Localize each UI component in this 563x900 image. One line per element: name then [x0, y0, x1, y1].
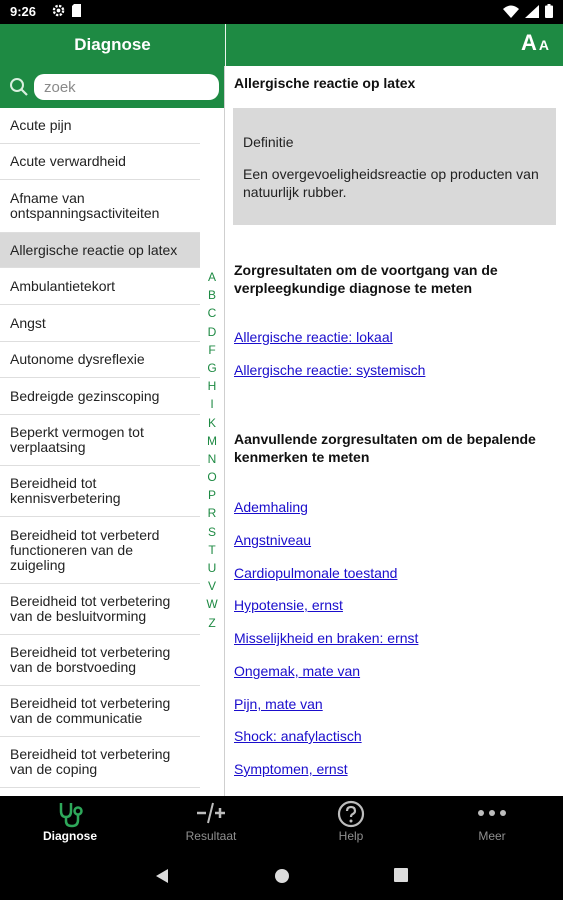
diagnosis-list-pane: [0, 66, 225, 796]
more-dots-icon: [476, 800, 508, 826]
nav-diagnose[interactable]: [0, 796, 140, 852]
list-item[interactable]: [0, 415, 200, 466]
alphabet-letter[interactable]: K: [207, 415, 216, 430]
status-time: 9:26: [10, 4, 37, 19]
alphabet-letter[interactable]: Z: [208, 615, 216, 630]
status-bar: [0, 0, 563, 24]
alphabet-index: [202, 268, 222, 632]
list-item-label: Bereidheid tot kennisverbetering: [10, 475, 121, 506]
alphabet-letter[interactable]: A: [207, 270, 216, 284]
app-header: [0, 24, 563, 66]
alphabet-letter[interactable]: C: [207, 306, 217, 321]
alphabet-letter[interactable]: F: [208, 342, 216, 357]
system-navigation: [0, 852, 563, 900]
list-item[interactable]: [0, 144, 200, 180]
alphabet-letter[interactable]: R: [207, 506, 217, 521]
outcome-link[interactable]: Allergische reactie: systemisch: [234, 362, 426, 378]
section-heading-additional-outcomes: Aanvullende zorgresultaten om de bepalende kenmerken te meten: [234, 431, 536, 465]
list-item[interactable]: [0, 517, 200, 584]
list-item-label: Angst: [10, 314, 46, 331]
nav-meer[interactable]: [422, 796, 562, 852]
search-bar: [0, 66, 224, 108]
nav-label: Diagnose: [42, 829, 97, 843]
question-circle-icon: [337, 800, 365, 828]
font-size-small-label: A: [538, 37, 549, 53]
alphabet-letter[interactable]: I: [210, 397, 214, 412]
list-item-label: Bereidheid tot verbetering van de besluitvorming: [10, 593, 171, 624]
list-item-label: Allergische reactie op latex: [10, 241, 178, 258]
alphabet-letter[interactable]: T: [208, 542, 216, 557]
minus-plus-icon: [194, 800, 228, 826]
list-item[interactable]: [0, 584, 200, 635]
sd-card-icon: [71, 4, 82, 17]
list-item-label: Afname van ontspanningsactiviteiten: [10, 190, 160, 221]
outcome-link[interactable]: Misselijkheid en braken: ernst: [234, 630, 419, 646]
list-item-label: Autonome dysreflexie: [10, 351, 145, 367]
bottom-navigation: [0, 796, 563, 852]
alphabet-letter[interactable]: W: [206, 597, 218, 612]
alphabet-letter[interactable]: B: [207, 288, 216, 303]
list-item[interactable]: [0, 686, 200, 737]
list-item-label: Beperkt vermogen tot verplaatsing: [10, 424, 144, 455]
outcome-link[interactable]: Shock: anafylactisch: [234, 728, 362, 744]
search-icon[interactable]: [9, 77, 29, 97]
signal-icon: [525, 5, 539, 18]
outcome-link[interactable]: Cardiopulmonale toestand: [234, 565, 398, 581]
definition-label: Definitie: [243, 134, 294, 150]
list-item-label: Bereidheid tot verbetering van de coping: [10, 746, 171, 777]
home-icon[interactable]: [274, 868, 290, 884]
outcome-link[interactable]: Angstniveau: [234, 532, 312, 548]
alphabet-letter[interactable]: H: [207, 379, 217, 394]
section-heading-outcomes: Zorgresultaten om de voortgang van de verpleegkundige diagnose te meten: [234, 262, 498, 296]
outcome-link[interactable]: Ongemak, mate van: [234, 663, 361, 679]
alphabet-letter[interactable]: P: [207, 488, 216, 503]
nav-label: Help: [338, 829, 364, 843]
list-item-selected[interactable]: [0, 233, 200, 268]
detail-title: Allergische reactie op latex: [234, 75, 416, 91]
outcome-link[interactable]: Pijn, mate van: [234, 696, 323, 712]
font-size-button[interactable]: [521, 30, 549, 56]
font-size-big-label: A: [520, 30, 537, 55]
list-item-label: Bedreigde gezinscoping: [10, 387, 160, 404]
search-input[interactable]: [34, 74, 219, 100]
page-title: Diagnose: [74, 35, 151, 54]
alphabet-letter[interactable]: U: [207, 561, 217, 575]
list-item-label: Bereidheid tot verbetering van de borstvoeding: [10, 644, 171, 675]
stethoscope-icon: [55, 800, 85, 828]
header-divider: [225, 24, 226, 66]
back-icon[interactable]: [155, 868, 169, 884]
alphabet-letter[interactable]: G: [207, 360, 217, 375]
diagnosis-detail-pane: [226, 66, 563, 796]
alphabet-letter[interactable]: D: [207, 324, 217, 339]
nav-help[interactable]: [281, 796, 421, 852]
alphabet-letter[interactable]: S: [207, 524, 216, 539]
nav-label: Meer: [478, 829, 506, 843]
list-item[interactable]: [0, 305, 200, 342]
alphabet-letter[interactable]: N: [207, 451, 217, 466]
list-item-label: Acute pijn: [10, 117, 72, 133]
outcome-link[interactable]: Symptomen, ernst: [234, 761, 348, 777]
list-item[interactable]: [0, 635, 200, 686]
recents-icon[interactable]: [394, 868, 408, 882]
wifi-icon: [503, 5, 519, 18]
alphabet-letter[interactable]: M: [207, 433, 217, 448]
outcome-link[interactable]: Hypotensie, ernst: [234, 597, 343, 613]
list-item[interactable]: [0, 268, 200, 305]
list-item-label: Bereidheid tot verbeterd functioneren van de zuigeling: [10, 526, 160, 573]
list-item[interactable]: [0, 108, 200, 144]
list-item-label: Bereidheid tot verbetering van de communicatie: [10, 695, 171, 726]
definition-text: Een overgevoeligheidsreactie op producten van natuurlijk rubber.: [243, 166, 539, 200]
list-item[interactable]: [0, 378, 200, 415]
nav-label: Resultaat: [185, 829, 237, 843]
diagnosis-list: [0, 108, 200, 788]
outcome-link[interactable]: Ademhaling: [234, 499, 308, 515]
definition-box: [233, 108, 556, 225]
list-item[interactable]: [0, 180, 200, 233]
list-item[interactable]: [0, 342, 200, 378]
nav-resultaat[interactable]: [141, 796, 281, 852]
list-item-label: Acute verwardheid: [10, 153, 126, 169]
outcome-link[interactable]: Allergische reactie: lokaal: [234, 329, 393, 345]
list-item-label: Ambulantietekort: [10, 277, 116, 294]
settings-icon: [52, 4, 65, 17]
list-item[interactable]: [0, 466, 200, 517]
alphabet-letter[interactable]: V: [207, 579, 216, 594]
battery-icon: [545, 4, 553, 18]
alphabet-letter[interactable]: O: [207, 470, 217, 485]
list-item[interactable]: [0, 737, 200, 788]
